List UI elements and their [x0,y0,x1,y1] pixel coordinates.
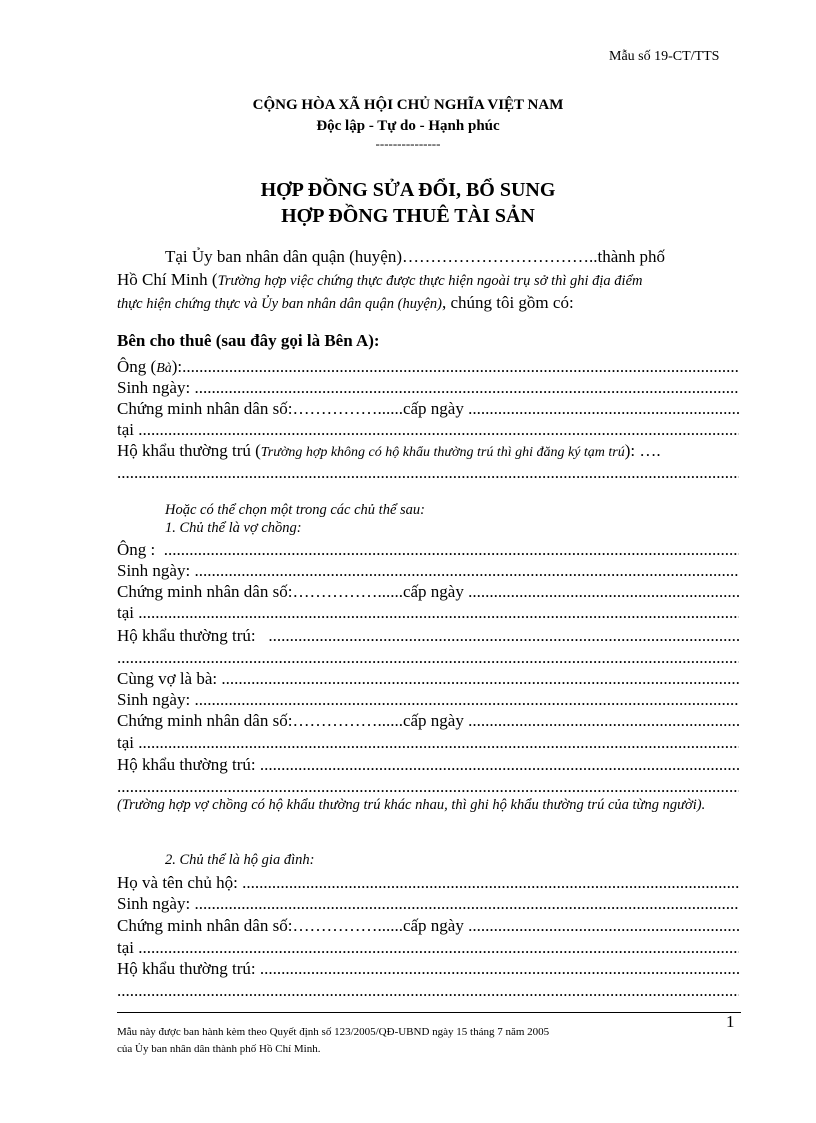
wife-name-field: Cùng vợ là bà: ..... [117,668,739,689]
spouses-residence-note: (Trường hợp vợ chồng có hộ khẩu thường trú khác nhau, thì ghi hộ khẩu thường trú của từng người). [117,797,706,813]
household-place-field: tại ..... [117,937,739,958]
husband-place-field: tại ..... [117,602,739,623]
wife-residence-field: Hộ khẩu thường trú: ..... [117,754,739,775]
wife-id-field: Chứng minh nhân dân số: ……………...... cấp ngày ..... [117,710,739,731]
intro-line-3: thực hiện chứng thực và Ủy ban nhân dân quận (huyện), chúng tôi gồm có: [117,293,574,312]
wife-place-field: tại ..... [117,732,739,753]
page-number: 1 [726,1012,735,1031]
wife-residence-continuation [117,776,739,797]
husband-residence-field: Hộ khẩu thường trú: ..... [117,625,739,646]
household-id-field: Chứng minh nhân dân số: ……………...... cấp ngày ..... [117,915,739,936]
footer-line-1: Mẫu này được ban hành kèm theo Quyết định số 123/2005/QĐ-UBND ngày 15 tháng 7 năm 2005 [117,1026,550,1038]
household-head-field: Họ và tên chủ hộ: ..... [117,872,739,893]
form-code: Mẫu số 19-CT/TTS [609,49,720,64]
party-a-name-field: Ông (Bà): ..... [117,356,739,377]
document-title-line2: HỢP ĐỒNG THUÊ TÀI SẢN [281,205,535,227]
party-a-residence-field: Hộ khẩu thường trú (Trường hợp không có hộ khẩu thường trú thì ghi đăng ký tạm trú): …. [117,441,661,460]
intro-line-2: Hồ Chí Minh (Trường hợp việc chứng thực được thực hiện ngoài trụ sở thì ghi địa điểm [117,270,643,289]
husband-id-field: Chứng minh nhân dân số: ……………...... cấp ngày ..... [117,581,739,602]
footer-divider [117,1012,741,1013]
national-title: CỘNG HÒA XÃ HỘI CHỦ NGHĨA VIỆT NAM [252,97,564,113]
party-a-id-field: Chứng minh nhân dân số: ……………...... cấp ngày ..... [117,398,739,419]
option-1-heading: 1. Chủ thể là vợ chồng: [165,520,302,536]
options-intro: Hoặc có thể chọn một trong các chủ thể sau: [165,502,425,518]
husband-name-field: Ông : ..... [117,539,739,560]
intro-line-1: Tại Ủy ban nhân dân quận (huyện)……………………………..thành phố [165,247,665,266]
party-a-residence-continuation [117,462,739,483]
party-a-dob-field: Sinh ngày: ..... [117,377,739,398]
household-residence-continuation [117,980,739,1001]
option-2-heading: 2. Chủ thể là hộ gia đình: [165,852,315,868]
party-a-place-field: tại ..... [117,419,739,440]
wife-dob-field: Sinh ngày: ..... [117,689,739,710]
party-a-heading: Bên cho thuê (sau đây gọi là Bên A): [117,331,380,350]
header-separator: --------------- [375,136,441,151]
husband-dob-field: Sinh ngày: ..... [117,560,739,581]
household-residence-field: Hộ khẩu thường trú: ..... [117,958,739,979]
footer-line-2: của Ủy ban nhân dân thành phố Hồ Chí Minh. [117,1043,321,1055]
national-motto: Độc lập - Tự do - Hạnh phúc [316,118,500,134]
husband-residence-continuation [117,647,739,668]
document-title-line1: HỢP ĐỒNG SỬA ĐỔI, BỔ SUNG [260,179,556,201]
household-dob-field: Sinh ngày: ..... [117,893,739,914]
